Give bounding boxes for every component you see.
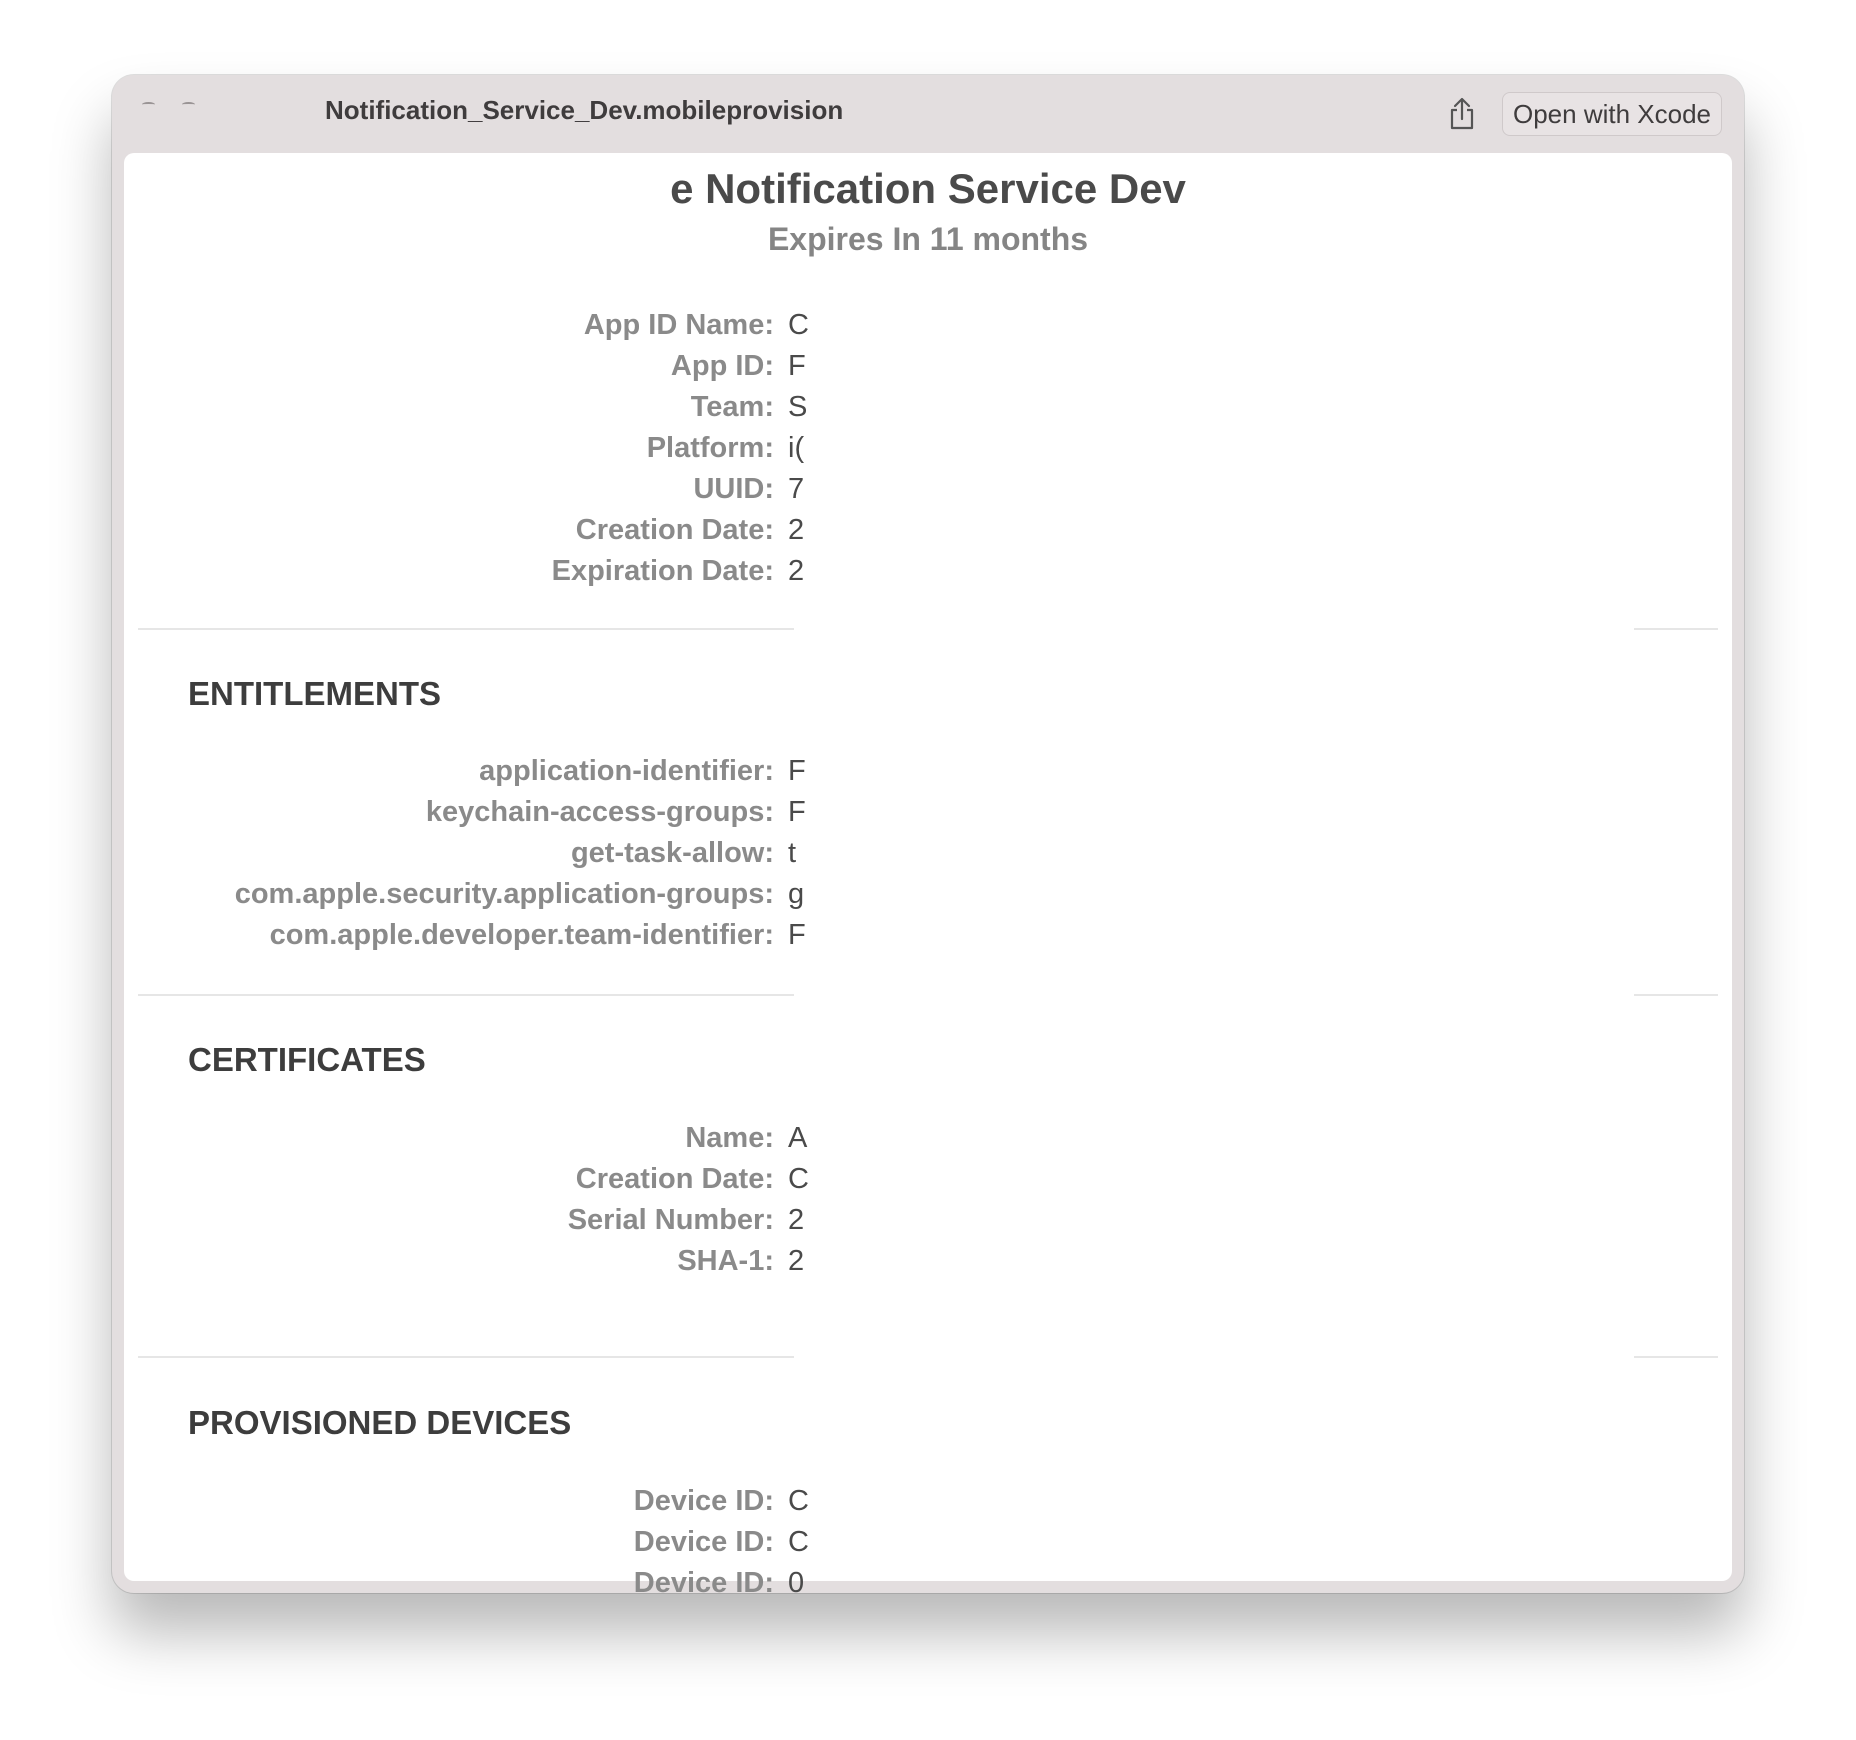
open-with-xcode-button[interactable]: Open with Xcode (1502, 92, 1722, 136)
device-label: Device ID: (633, 1567, 774, 1599)
device-label: Device ID: (633, 1526, 774, 1558)
certificate-label: Creation Date: (575, 1163, 774, 1195)
certificate-value: C (788, 1163, 809, 1195)
info-value: F (788, 350, 806, 382)
profile-name: e Notification Service Dev (670, 165, 1186, 212)
close-window-button[interactable] (142, 102, 155, 115)
certificate-label: Serial Number: (567, 1204, 774, 1236)
info-label: Platform: (646, 432, 774, 464)
info-value: i( (788, 432, 805, 464)
certificate-label: Name: (685, 1122, 774, 1154)
info-label: App ID: (670, 350, 774, 382)
certificate-value: 2 (788, 1204, 805, 1236)
info-label: UUID: (693, 473, 774, 505)
quicklook-window (112, 75, 1744, 1599)
info-value: S (788, 391, 808, 423)
provision-content (124, 153, 1732, 1599)
entitlements-heading: ENTITLEMENTS (188, 675, 441, 712)
entitlement-label: application-identifier: (479, 755, 774, 787)
share-icon (1442, 95, 1482, 133)
share-button[interactable] (1442, 95, 1482, 133)
certificate-value: A (788, 1122, 808, 1154)
info-value: C (788, 309, 809, 341)
info-value: 2 (788, 514, 805, 546)
entitlement-value: F (788, 796, 806, 828)
fullscreen-window-button[interactable] (182, 102, 195, 115)
info-value: 2 (788, 555, 805, 587)
device-label: Device ID: (633, 1485, 774, 1517)
title-bar (112, 75, 1744, 153)
entitlement-label: com.apple.developer.team-identifier: (269, 919, 774, 951)
device-value: 0 (788, 1567, 805, 1599)
entitlement-label: com.apple.security.application-groups: (234, 878, 774, 910)
certificate-value: 2 (788, 1245, 805, 1277)
certificate-label: SHA-1: (677, 1245, 774, 1277)
entitlement-label: keychain-access-groups: (425, 796, 774, 828)
window-title: Notification_Service_Dev.mobileprovision (325, 95, 844, 125)
devices-heading: PROVISIONED DEVICES (188, 1404, 572, 1441)
entitlement-value: g (788, 878, 805, 910)
expiration-summary: Expires In 11 months (767, 221, 1089, 257)
info-value: 7 (788, 473, 805, 505)
info-label: Expiration Date: (551, 555, 774, 587)
info-label: App ID Name: (583, 309, 774, 341)
entitlement-value: F (788, 919, 806, 951)
entitlement-label: get-task-allow: (570, 837, 774, 869)
certificates-heading: CERTIFICATES (188, 1041, 426, 1078)
entitlement-value: t (788, 837, 797, 869)
device-value: C (788, 1485, 809, 1517)
info-label: Team: (690, 391, 774, 423)
device-value: C (788, 1526, 809, 1558)
entitlement-value: F (788, 755, 806, 787)
info-label: Creation Date: (575, 514, 774, 546)
